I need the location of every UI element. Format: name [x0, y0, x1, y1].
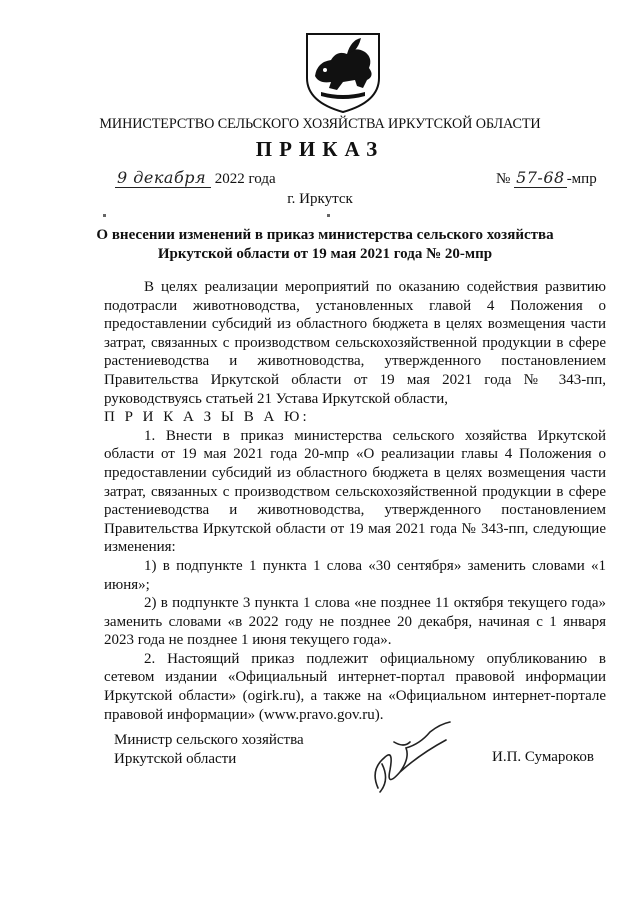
position-line: Иркутской области	[114, 751, 237, 767]
document-number	[496, 168, 597, 188]
document-type-title: ПРИКАЗ	[255, 137, 385, 161]
number-prefix: №	[496, 171, 511, 187]
document-date	[115, 168, 276, 188]
handwritten-number: 57-68	[516, 168, 565, 187]
item-1: 1. Внести в приказ министерства сельского хозяйства Иркутской области от 19 мая 2021 года 20-мпр «О реализации главы 4 Положения о предоставлении субсидий из областного бюджета в целях возмещения части затрат, связанных с производством сельскохозяйственной продукции в сфере растениеводства и животноводства, утвержденного постановлением Правительства Иркутской области от 19 мая 2021 года № 343-пп, следующие изменения:	[104, 427, 606, 556]
corner-mark	[103, 214, 106, 217]
heading-line: Иркутской области от 19 мая 2021 года № 20-мпр	[157, 246, 493, 262]
document-heading	[95, 226, 555, 264]
signatory-name: И.П. Сумароков	[492, 749, 595, 765]
document-body	[104, 278, 606, 724]
number-suffix: -мпр	[566, 171, 597, 187]
city: г. Иркутск	[287, 191, 353, 207]
date-year: 2022 года	[214, 171, 276, 187]
corner-mark	[327, 214, 330, 217]
position-line: Министр сельского хозяйства	[114, 732, 304, 748]
handwritten-date: 9 декабря	[115, 168, 211, 188]
heading-line: О внесении изменений в приказ министерства сельского хозяйства	[96, 227, 554, 243]
item-2: 2. Настоящий приказ подлежит официальному опубликованию в сетевом издании «Официальный интернет-портал правовой информации Иркутской области» (ogirk.ru), а также на «Официальном интернет-портале правовой информации» (www.pravo.gov.ru).	[104, 650, 606, 723]
item-1-subitem-1: 1) в подпункте 1 пункта 1 слова «30 сентября» заменить словами «1 июня»;	[104, 557, 606, 593]
signatory-position	[114, 731, 304, 769]
intro-paragraph: В целях реализации мероприятий по оказанию содействия развитию подотрасли животноводства, установленных главой 4 Положения о предоставлении субсидий из областного бюджета в целях возмещения части затрат, связанных с производством сельскохозяйственной продукции в сфере растениеводства и животноводства, утвержденного постановлением Правительства Иркутской области от 19 мая 2021 года № 343-пп, руководствуясь статьей 21 Устава Иркутской области,	[104, 279, 606, 407]
handwritten-signature-icon	[360, 718, 460, 798]
order-word: П Р И К А З Ы В А Ю:	[104, 409, 310, 426]
irkutsk-coat-of-arms-icon	[303, 32, 383, 114]
item-1-subitem-2: 2) в подпункте 3 пункта 1 слова «не позднее 11 октября текущего года» заменить словами «в 2022 году не позднее 20 декабря, начиная с 1 января 2023 года не позднее 1 июня текущего года».	[104, 595, 606, 649]
ministry-name: МИНИСТЕРСТВО СЕЛЬСКОГО ХОЗЯЙСТВА ИРКУТСКОЙ ОБЛАСТИ	[99, 116, 541, 132]
